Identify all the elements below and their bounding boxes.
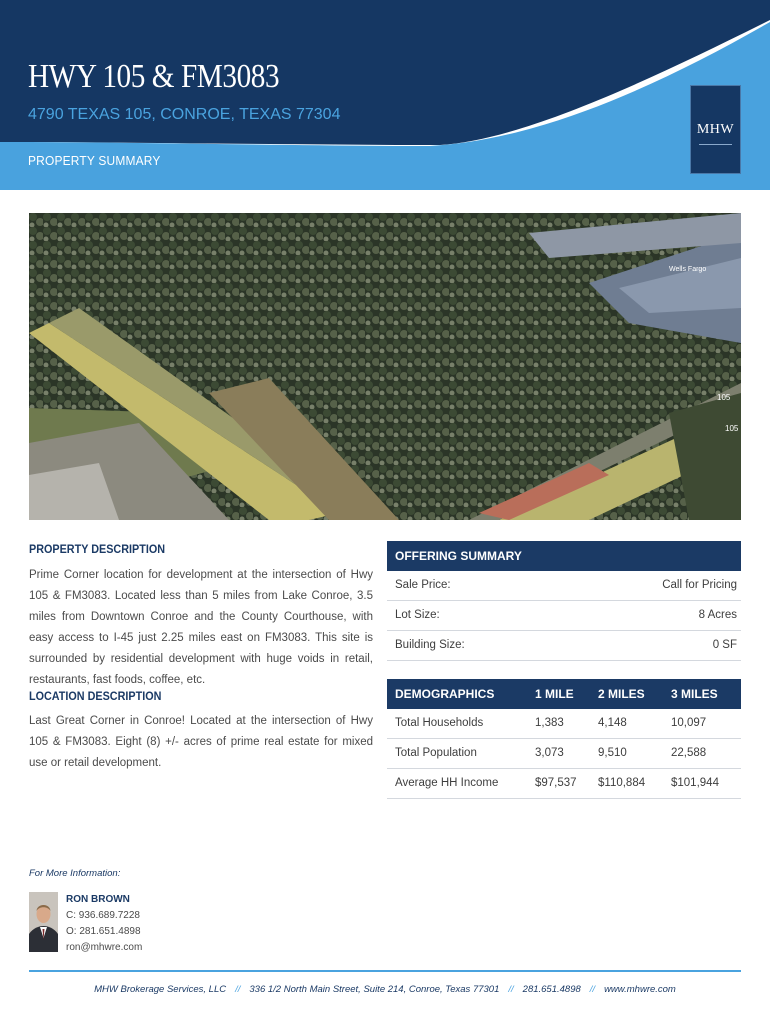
aerial-photo-illustration	[29, 213, 741, 520]
property-address: 4790 TEXAS 105, CONROE, TEXAS 77304	[28, 106, 341, 123]
building-size-label: Building Size:	[395, 639, 465, 651]
table-row	[387, 709, 741, 739]
row-label: Average HH Income	[395, 777, 499, 789]
footer	[0, 984, 770, 995]
more-info-label: For More Information:	[29, 868, 121, 879]
cell-2-miles: $110,884	[598, 777, 646, 789]
header-banner	[0, 0, 770, 200]
table-row	[387, 739, 741, 769]
col-3-miles: 3 MILES	[671, 687, 718, 701]
page-title: HWY 105 & FM3083	[28, 58, 280, 95]
cell-1-mile: 1,383	[535, 717, 564, 729]
offering-summary-table	[387, 541, 741, 661]
header-background	[0, 0, 770, 200]
cell-3-miles: 22,588	[671, 747, 707, 759]
footer-phone: 281.651.4898	[522, 984, 581, 995]
table-row	[387, 769, 741, 799]
agent-office-phone: O: 281.651.4898	[66, 926, 141, 937]
page-subtitle: PROPERTY SUMMARY	[28, 153, 161, 168]
agent-name: RON BROWN	[66, 894, 130, 905]
footer-separator: //	[508, 984, 514, 995]
aerial-photo	[29, 213, 741, 520]
agent-avatar	[29, 892, 58, 952]
cell-3-miles: 10,097	[671, 717, 707, 729]
table-row	[387, 631, 741, 661]
location-description-heading: LOCATION DESCRIPTION	[29, 689, 162, 703]
cell-3-miles: $101,944	[671, 777, 719, 789]
property-description-heading: PROPERTY DESCRIPTION	[29, 542, 166, 556]
demographics-title: DEMOGRAPHICS	[395, 687, 495, 701]
cell-2-miles: 4,148	[598, 717, 627, 729]
sale-price-value: Call for Pricing	[662, 579, 737, 591]
footer-website-link[interactable]: www.mhwre.com	[604, 984, 676, 995]
demographics-table	[387, 679, 741, 799]
footer-separator: //	[235, 984, 241, 995]
footer-divider	[29, 970, 741, 972]
lot-size-label: Lot Size:	[395, 609, 440, 621]
highway-shield-label: 105	[717, 393, 731, 402]
logo-rule	[699, 144, 732, 145]
table-row	[387, 601, 741, 631]
row-label: Total Households	[395, 717, 484, 729]
col-1-mile: 1 MILE	[535, 687, 574, 701]
offering-summary-title: OFFERING SUMMARY	[395, 549, 522, 563]
cell-1-mile: 3,073	[535, 747, 564, 759]
lot-size-value: 8 Acres	[698, 609, 737, 621]
sale-price-label: Sale Price:	[395, 579, 451, 591]
offering-summary-header	[387, 541, 741, 571]
building-size-value: 0 SF	[712, 639, 737, 651]
agent-avatar-illustration	[29, 892, 58, 952]
location-description-text: Last Great Corner in Conroe! Located at the intersection of Hwy 105 & FM3083. Eight (8) +/- acres of prime real estate for mixed use or retail development.	[29, 715, 373, 769]
cell-1-mile: $97,537	[535, 777, 577, 789]
cell-2-miles: 9,510	[598, 747, 627, 759]
agent-cell-phone: C: 936.689.7228	[66, 910, 140, 921]
footer-company: MHW Brokerage Services, LLC	[94, 984, 227, 995]
footer-address: 336 1/2 North Main Street, Suite 214, Conroe, Texas 77301	[249, 984, 500, 995]
property-description-text: Prime Corner location for development at the intersection of Hwy 105 & FM3083. Located less than 5 miles from Lake Conroe, 3.5 miles from Downtown Conroe and the County Courthouse, with easy access to I-45 just 2.25 miles east on FM3083. This site is surrounded by residential development with huge voids in retail, restaurants, fast foods, coffee, etc.	[29, 569, 373, 686]
highway-shield-label-2: 105	[725, 424, 739, 433]
mhw-logo	[690, 85, 741, 174]
logo-text: MHW	[696, 122, 735, 137]
demographics-header	[387, 679, 741, 709]
photo-business-label: Wells Fargo	[669, 266, 707, 273]
table-row	[387, 571, 741, 601]
col-2-miles: 2 MILES	[598, 687, 645, 701]
row-label: Total Population	[395, 747, 477, 759]
agent-email-link[interactable]: ron@mhwre.com	[66, 942, 143, 953]
footer-separator: //	[589, 984, 596, 995]
